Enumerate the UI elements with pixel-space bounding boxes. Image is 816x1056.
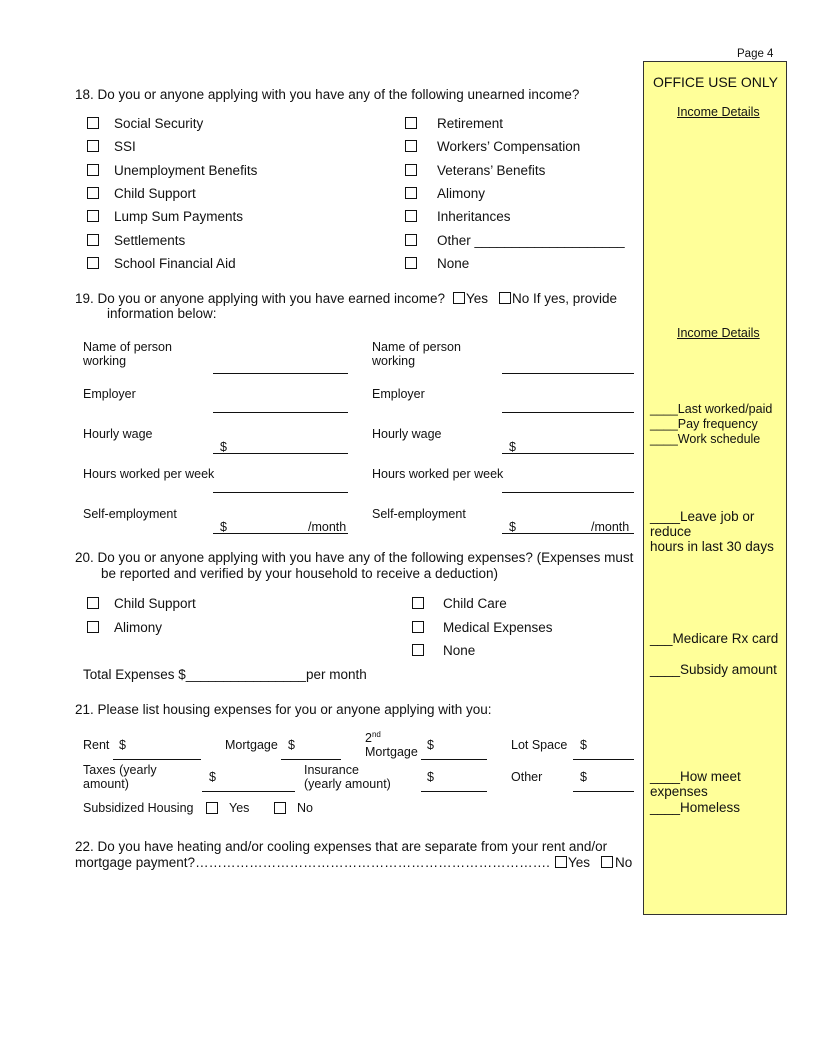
hourly-wage-input[interactable] [213,453,348,454]
checkbox[interactable] [87,234,99,246]
person-name-label: Name of person [372,340,461,354]
option-label: SSI [114,139,136,154]
lot-space-input[interactable] [573,759,634,760]
how-meet-field[interactable]: ____How meet [650,769,741,784]
option-label: Settlements [114,233,186,248]
option-label: Child Support [114,186,196,201]
q19-text: Do you or anyone applying with you have earned income? [97,291,446,306]
second-mortgage-suffix: nd [371,730,381,739]
option-label: Social Security [114,116,204,131]
checkbox[interactable] [405,140,417,152]
dollar-sign: $ [209,770,216,784]
second-mortgage-word: Mortgage [365,745,418,759]
leave-job-field[interactable]: ____Leave job or [650,509,755,524]
q22-number: 22. [75,839,94,854]
q22-text-line-2: mortgage payment?……………………………………………………………………. [75,855,550,870]
insurance-label: Insurance [304,763,359,777]
q20-number: 20. [75,550,94,565]
self-employment-input[interactable] [502,533,634,534]
q19-number: 19. [75,291,94,306]
q19-yes-checkbox[interactable] [453,292,465,304]
medicare-rx-field[interactable]: ___Medicare Rx card [650,631,779,646]
checkbox[interactable] [405,117,417,129]
person-name-label-2: working [372,354,416,368]
option-label: None [443,643,476,658]
subsidized-yes-checkbox[interactable] [206,802,218,814]
option-label: Unemployment Benefits [114,163,258,178]
per-month-label: /month [591,520,630,534]
checkbox[interactable] [87,117,99,129]
taxes-input[interactable] [202,791,295,792]
option-label: Lump Sum Payments [114,209,244,224]
option-label: Veterans’ Benefits [437,163,546,178]
income-details-heading-2: Income Details [677,326,760,340]
option-label: Retirement [437,116,504,131]
checkbox[interactable] [87,140,99,152]
q22-no-checkbox[interactable] [601,856,613,868]
dollar-sign: $ [119,738,126,752]
q22-no-label: No [615,855,633,870]
q19-question [75,291,445,306]
q22-text: Do you have heating and/or cooling expenses that are separate from your rent and/or [97,839,608,854]
pay-frequency-field[interactable]: ____Pay frequency [650,417,758,431]
q19-no-label: No If yes, provide [512,291,618,306]
taxes-label-2: amount) [83,777,129,791]
total-expenses-field[interactable]: Total Expenses $________________per month [83,667,367,682]
q22-yes-label: Yes [568,855,591,870]
option-label: Workers’ Compensation [437,139,581,154]
q19-text-line-2: information below: [107,306,217,321]
checkbox[interactable] [87,597,99,609]
last-worked-field[interactable]: ____Last worked/paid [650,402,773,416]
checkbox[interactable] [412,644,424,656]
dollar-sign: $ [427,738,434,752]
other-label: Other [511,770,543,784]
lot-space-label: Lot Space [511,738,568,752]
option-label: Alimony [437,186,486,201]
q20-question [75,550,633,565]
subsidized-no-label: No [297,801,313,815]
q22-question [75,839,607,854]
checkbox[interactable] [412,621,424,633]
second-mortgage-input[interactable] [421,759,487,760]
dollar-sign: $ [580,738,587,752]
q19-yes-label: Yes [466,291,489,306]
employer-input[interactable] [213,412,348,413]
q21-text: Please list housing expenses for you or anyone applying with you: [97,702,492,717]
checkbox[interactable] [412,597,424,609]
option-label: Child Care [443,596,507,611]
dollar-sign: $ [220,440,227,454]
q18-question [75,87,579,102]
hours-per-week-label: Hours worked per week [372,467,504,481]
q21-number: 21. [75,702,94,717]
hourly-wage-input[interactable] [502,453,634,454]
dollar-sign: $ [509,520,516,534]
mortgage-label: Mortgage [225,738,278,752]
option-label: Child Support [114,596,196,611]
office-use-title: OFFICE USE ONLY [653,74,778,90]
self-employment-label: Self-employment [372,507,466,521]
option-label: Inheritances [437,209,511,224]
other-input[interactable] [573,791,634,792]
hours-per-week-input[interactable] [502,492,634,493]
q18-text: Do you or anyone applying with you have any of the following unearned income? [97,87,580,102]
how-meet-line-2: expenses [650,784,708,799]
dollar-sign: $ [580,770,587,784]
work-schedule-field[interactable]: ____Work schedule [650,432,761,446]
checkbox[interactable] [87,164,99,176]
checkbox[interactable] [87,257,99,269]
rent-input[interactable] [113,759,201,760]
per-month-label: /month [308,520,347,534]
checkbox[interactable] [87,621,99,633]
subsidy-amount-field[interactable]: ____Subsidy amount [650,662,777,677]
person-name-input[interactable] [502,373,634,374]
person-name-input[interactable] [213,373,348,374]
other-option-label[interactable]: Other ____________________ [437,233,625,248]
q20-text-line-2: be reported and verified by your household to receive a deduction) [101,566,499,581]
second-mortgage-label [365,730,381,745]
q22-yes-checkbox[interactable] [555,856,567,868]
hours-per-week-input[interactable] [213,492,348,493]
checkbox[interactable] [405,164,417,176]
rent-label: Rent [83,738,110,752]
subsidized-no-checkbox[interactable] [274,802,286,814]
employer-label: Employer [83,387,136,401]
mortgage-input[interactable] [281,759,341,760]
dollar-sign: $ [509,440,516,454]
second-mortgage-number: 2 [365,731,372,746]
subsidized-housing-label: Subsidized Housing [83,801,194,815]
person-name-label: Name of person [83,340,172,354]
insurance-label-2: (yearly amount) [304,777,391,791]
option-label: Medical Expenses [443,620,553,635]
employer-label: Employer [372,387,425,401]
subsidized-yes-label: Yes [229,801,250,815]
dollar-sign: $ [427,770,434,784]
employer-input[interactable] [502,412,634,413]
homeless-field[interactable]: ____Homeless [650,800,741,815]
person-name-label-2: working [83,354,127,368]
page-number: Page 4 [737,48,774,60]
dollar-sign: $ [220,520,227,534]
checkbox[interactable] [405,234,417,246]
hourly-wage-label: Hourly wage [372,427,442,441]
dollar-sign: $ [288,738,295,752]
income-details-heading-1: Income Details [677,105,760,119]
leave-job-line-2: reduce [650,524,692,539]
checkbox[interactable] [87,210,99,222]
option-label: None [437,256,470,271]
option-label: Alimony [114,620,163,635]
self-employment-label: Self-employment [83,507,177,521]
hours-per-week-label: Hours worked per week [83,467,215,481]
checkbox[interactable] [405,210,417,222]
checkbox[interactable] [405,257,417,269]
checkbox[interactable] [87,187,99,199]
option-label: School Financial Aid [114,256,236,271]
leave-job-line-3: hours in last 30 days [650,539,774,554]
checkbox[interactable] [405,187,417,199]
insurance-input[interactable] [421,791,487,792]
hourly-wage-label: Hourly wage [83,427,153,441]
q19-no-checkbox[interactable] [499,292,511,304]
q20-text: Do you or anyone applying with you have any of the following expenses? (Expenses must [97,550,634,565]
taxes-label: Taxes (yearly [83,763,157,777]
q18-number: 18. [75,87,94,102]
self-employment-input[interactable] [213,533,348,534]
q21-question [75,702,492,717]
office-use-panel [643,61,787,915]
